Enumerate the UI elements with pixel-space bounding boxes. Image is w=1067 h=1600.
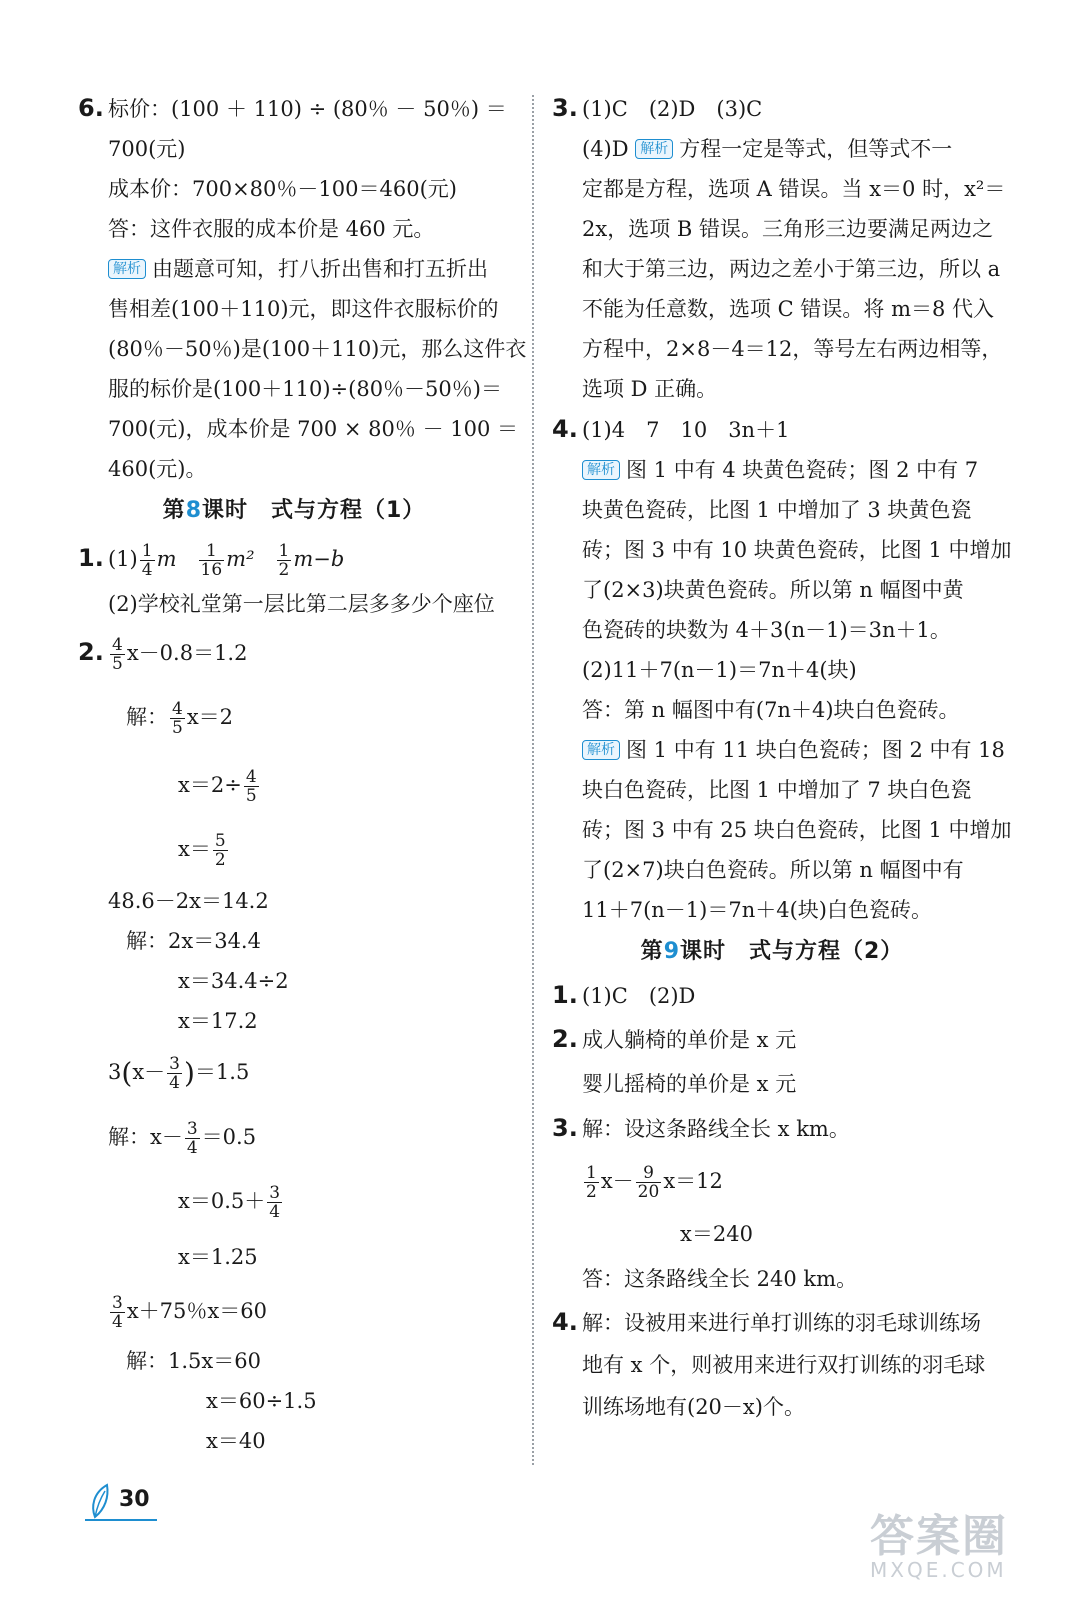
page-number: 30	[119, 1487, 150, 1512]
s9-q4-line2: 地有 x 个，则被用来进行双打训练的羽毛球	[582, 1353, 986, 1377]
right-paren: )	[183, 1056, 195, 1090]
s8-q1-b: (2)学校礼堂第一层比第二层多多少个座位	[108, 592, 495, 616]
q4-analysis2-line: 11＋7(n－1)＝7n＋4(块)白色瓷砖。	[582, 898, 932, 922]
s8-q2-eq2-step3: x＝17.2	[178, 1009, 258, 1033]
column-divider	[532, 95, 534, 1465]
s8-q1-a	[78, 533, 510, 584]
q6-number: 6.	[78, 94, 104, 122]
fraction	[140, 542, 155, 579]
q3-analysis-line: 定都是方程，选项 A 错误。当 x＝0 时，x²＝	[582, 177, 1006, 201]
fraction	[584, 1164, 599, 1201]
numerator: 3	[112, 1292, 123, 1313]
s8-q2-eq2-step2: x＝34.4÷2	[178, 969, 289, 993]
fraction	[213, 832, 228, 869]
q3-text: (1)C (2)D (3)C	[582, 97, 763, 121]
equation: ＝1.5	[194, 1060, 250, 1084]
section-9-title	[552, 930, 992, 974]
s8-q2-eq3-step3: x＝1.25	[178, 1244, 258, 1269]
numerator: 4	[245, 767, 257, 787]
q3-analysis-line: 和大于第三边，两边之差小于第三边，所以 a	[582, 257, 1001, 281]
section-prefix: 第	[640, 939, 664, 964]
numerator: 1	[278, 541, 290, 561]
s8-q2-eq3-step2	[78, 1169, 510, 1233]
denominator: 4	[269, 1201, 281, 1222]
s9-q2-line2: 婴儿摇椅的单价是 x 元	[582, 1072, 797, 1096]
q6-text: 标价：(100 ＋ 110) ÷ (80％ － 50％) ＝	[108, 97, 507, 121]
numerator: 3	[186, 1118, 198, 1139]
section-suffix: 课时 式与方程（1）	[202, 498, 426, 523]
denominator: 2	[278, 560, 290, 580]
s9-q3-text: 解：设这条路线全长 x km。	[582, 1117, 850, 1141]
coefficient: 3	[108, 1060, 122, 1084]
q4-analysis2-line: 了(2×7)块白色瓷砖。所以第 n 幅图中有	[582, 858, 964, 882]
s9-q2-line1	[552, 1017, 992, 1062]
analysis-tag: 解析	[108, 259, 146, 279]
analysis-tag: 解析	[582, 740, 620, 760]
fraction	[170, 700, 185, 737]
s8-q2-eq3-step1	[78, 1105, 510, 1169]
section-suffix: 课时 式与方程（2）	[680, 939, 904, 964]
fraction	[244, 768, 259, 805]
fraction	[277, 542, 292, 579]
q2-number: 2.	[552, 1025, 578, 1053]
s8-q2-eq2: 48.6－2x＝14.2	[108, 889, 269, 913]
q6-analysis-line: 售相差(100＋110)元，即这件衣服标价的	[108, 297, 499, 321]
denominator: 5	[112, 654, 123, 674]
q6-analysis-line	[78, 249, 510, 289]
fraction	[636, 1164, 662, 1201]
fraction	[167, 1055, 182, 1092]
numerator: 3	[169, 1054, 180, 1074]
q6-answer: 答：这件衣服的成本价是 460 元。	[108, 217, 435, 241]
q6-analysis-line: 460(元)。	[108, 457, 207, 481]
fraction	[110, 1294, 125, 1331]
s9-q4-line1	[552, 1301, 992, 1344]
s9-q2-text: 成人躺椅的单价是 x 元	[582, 1028, 797, 1052]
section-prefix: 第	[162, 498, 186, 523]
page-footer	[85, 1483, 157, 1521]
solve-label: 解：	[126, 705, 168, 729]
q4-analysis2-line	[552, 730, 1005, 770]
q4-analysis1-line: 色瓷砖的块数为 4＋3(n－1)＝3n＋1。	[582, 618, 951, 642]
q4-analysis1-line: 砖；图 3 中有 10 块黄色瓷砖，比图 1 中增加	[582, 538, 1012, 562]
s8-q2-step1	[78, 681, 510, 753]
numerator: 5	[214, 831, 226, 851]
q3-analysis-line: 2x，选项 B 错误。三角形三边要满足两边之	[582, 217, 993, 241]
term: m−b	[293, 547, 345, 571]
section-number: 9	[663, 939, 680, 964]
q3-number: 3.	[552, 1114, 578, 1142]
q4-analysis2-line: 块白色瓷砖，比图 1 中增加了 7 块白色瓷	[582, 778, 972, 802]
s8-q2-eq4-step2: x＝60÷1.5	[206, 1388, 317, 1413]
equation: x－	[132, 1060, 166, 1084]
term: m	[156, 547, 177, 571]
equation: x－0.8＝1.2	[126, 641, 248, 665]
q4-answer: 答：第 n 幅图中有(7n＋4)块白色瓷砖。	[582, 698, 960, 722]
q4-analysis1-line: 了(2×3)块黄色瓷砖。所以第 n 幅图中黄	[582, 578, 964, 602]
equation: x＝2÷	[178, 773, 242, 797]
q4-number: 4.	[552, 415, 578, 443]
analysis-text: 由题意可知，打八折出售和打五折出	[152, 257, 488, 281]
s8-q2-eq4-step1: 解：1.5x＝60	[126, 1348, 261, 1373]
numerator: 9	[636, 1164, 662, 1183]
s8-q2-eq3	[78, 1041, 510, 1105]
fraction	[199, 542, 225, 579]
s8-q2-step2	[78, 753, 510, 817]
s8-q2-eq4	[78, 1281, 510, 1341]
q4-analysis1-line: 块黄色瓷砖，比图 1 中增加了 3 块黄色瓷	[582, 498, 972, 522]
s9-q3-answer: 答：这条路线全长 240 km。	[582, 1267, 858, 1291]
analysis-text: 图 1 中有 4 块黄色瓷砖；图 2 中有 7	[626, 458, 979, 482]
watermark	[870, 1500, 1008, 1582]
leaf-icon	[87, 1483, 117, 1519]
q6-line1	[78, 88, 510, 129]
denominator: 4	[169, 1073, 180, 1093]
fraction	[185, 1120, 200, 1157]
denominator: 16	[200, 560, 223, 580]
numerator: 4	[112, 635, 123, 655]
section-number: 8	[185, 498, 202, 523]
s9-q1	[552, 974, 992, 1017]
fraction	[267, 1184, 282, 1221]
q3-part: (4)D	[582, 137, 629, 161]
watermark-title: 答案圈	[870, 1511, 1008, 1562]
q6-analysis-line: 700(元)，成本价是 700 × 80％ － 100 ＝	[108, 417, 519, 441]
q1-number: 1.	[78, 544, 104, 572]
right-column	[552, 88, 1012, 1428]
numerator: 1	[199, 542, 225, 561]
numerator: 3	[269, 1182, 281, 1203]
equation: x＝12	[663, 1169, 723, 1193]
q6-analysis-line: 服的标价是(100＋110)÷(80％－50％)＝	[108, 377, 502, 401]
analysis-tag: 解析	[582, 460, 620, 480]
s8-q2-eq1	[78, 624, 510, 681]
fraction	[110, 636, 125, 673]
s9-q4-text: 解：设被用来进行单打训练的羽毛球训练场	[582, 1311, 981, 1335]
q2-number: 2.	[78, 638, 104, 666]
s9-q4-line3: 训练场地有(20－x)个。	[582, 1395, 805, 1419]
q4-analysis2-line: 砖；图 3 中有 25 块白色瓷砖，比图 1 中增加	[582, 818, 1012, 842]
s8-q2-eq4-step3: x＝40	[206, 1428, 266, 1453]
equation: x＝0.5＋	[178, 1188, 266, 1213]
equation: x＋75％x＝60	[126, 1298, 267, 1323]
denominator: 4	[112, 1311, 123, 1332]
left-paren: (	[121, 1056, 133, 1090]
term: m²	[226, 547, 255, 571]
s9-q3-equation	[552, 1151, 992, 1211]
s8-q2-eq2-step1: 解：2x＝34.4	[126, 929, 261, 953]
part-label: (1)	[108, 547, 138, 571]
q6-line2: 700(元)	[108, 137, 186, 161]
q3-analysis-line: 不能为任意数，选项 C 错误。将 m＝8 代入	[582, 297, 995, 321]
denominator: 4	[141, 560, 153, 580]
q3-analysis-line: 方程中，2×8－4＝12，等号左右两边相等，	[582, 337, 1003, 361]
equation: x＝2	[186, 705, 234, 729]
q4-text: (1)4 7 10 3n＋1	[582, 418, 790, 442]
q3-analysis-line: 选项 D 正确。	[582, 377, 718, 401]
equation: x＝	[178, 837, 211, 861]
q6-line3: 成本价：700×80％－100＝460(元)	[108, 177, 457, 201]
q3-line1	[552, 88, 992, 129]
footer-underline	[85, 1519, 157, 1521]
q4-line2: (2)11＋7(n－1)＝7n＋4(块)	[582, 658, 857, 682]
q3-number: 3.	[552, 94, 578, 122]
s9-q3-solution: x＝240	[680, 1222, 753, 1246]
s9-q1-text: (1)C (2)D	[582, 984, 696, 1008]
equation: ＝0.5	[201, 1124, 257, 1149]
section-8-title	[78, 489, 510, 533]
numerator: 1	[141, 541, 153, 561]
denominator: 5	[245, 786, 257, 806]
q3-line2	[552, 129, 992, 169]
denominator: 20	[637, 1182, 660, 1202]
s9-q3-line1	[552, 1106, 992, 1151]
q1-number: 1.	[552, 981, 578, 1009]
watermark-url: MXQE.COM	[870, 1558, 1007, 1582]
numerator: 4	[172, 699, 183, 719]
analysis-text: 图 1 中有 11 块白色瓷砖；图 2 中有 18	[626, 738, 1005, 762]
numerator: 1	[586, 1163, 597, 1183]
analysis-tag: 解析	[635, 139, 673, 159]
q4-line1	[552, 409, 992, 450]
denominator: 2	[586, 1182, 597, 1202]
analysis-text: 方程一定是等式，但等式不一	[679, 137, 953, 161]
left-column	[78, 88, 527, 1461]
denominator: 4	[186, 1137, 198, 1158]
q4-number: 4.	[552, 1308, 578, 1336]
denominator: 5	[172, 718, 183, 738]
q6-analysis-line: (80％－50％)是(100＋110)元，那么这件衣	[108, 337, 527, 361]
denominator: 2	[214, 850, 226, 870]
s8-q2-step3	[78, 817, 510, 881]
equation: 解：x－	[108, 1124, 183, 1149]
equation: x－	[600, 1169, 634, 1193]
q4-analysis1-line	[552, 450, 992, 490]
